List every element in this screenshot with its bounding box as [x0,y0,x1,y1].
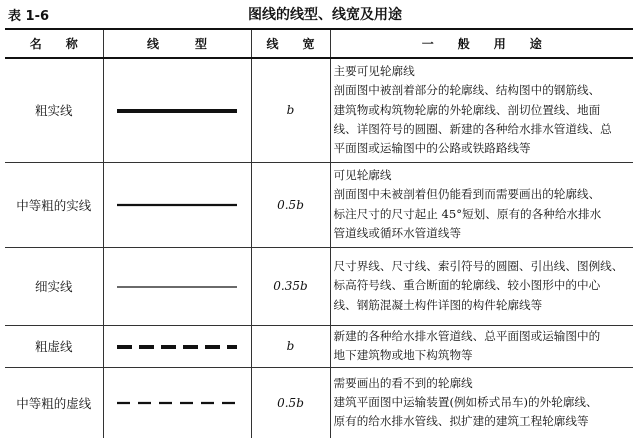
medium-dashed-line-sample [115,398,239,408]
row-usage [330,367,633,438]
column-header-type: 线 型 [103,29,251,58]
table-row [5,325,633,367]
table-row [5,58,633,162]
usage-line: 剖面图中未被剖着但仍能看到而需要画出的轮廓线、 [333,187,601,202]
usage-line: 建筑物或构筑物轮廓的外轮廓线、剖切位置线、地面 [333,102,601,117]
header-row [5,29,633,58]
column-header-width: 线 宽 [251,29,330,58]
thick-dashed-line-sample [115,342,239,352]
usage-line: 新建的各种给水排水管道线、总平面图或运输图中的 [333,328,601,343]
usage-line: 线、钢筋混凝土构件详图的构件轮廓线等 [333,297,543,312]
usage-line: 线、详图符号的圆圈、新建的各种给水排水管道线、总 [333,121,612,136]
table-header-bar [0,0,640,28]
usage-line: 地下建筑物或地下构筑物等 [333,348,473,362]
line-type-table [5,28,633,438]
row-width: 0.5b [251,367,330,438]
row-usage [330,247,633,325]
column-header-usage: 一 般 用 途 [330,29,633,58]
medium-solid-line-sample [115,200,239,210]
table-row [5,367,633,438]
row-line-sample [103,325,251,367]
row-line-sample [103,247,251,325]
row-line-sample [103,367,251,438]
row-name: 粗虚线 [5,325,103,367]
row-name: 中等粗的实线 [5,162,103,247]
column-header-name: 名 称 [5,29,103,58]
usage-line: 建筑平面图中运输装置(例如桥式吊车)的外轮廓线、 [333,395,598,410]
row-usage [330,162,633,247]
usage-line: 标注尺寸的尺寸起止 45°短划、原有的各种给水排水 [333,206,602,221]
row-usage [330,58,633,162]
usage-line: 标高符号线、重合断面的轮廓线、较小图形中的中心 [333,278,601,293]
usage-line: 可见轮廓线 [333,168,392,183]
table-number: 表 1-6 [8,9,50,24]
row-width: 0.5b [251,162,330,247]
table-row [5,247,633,325]
usage-line: 剖面图中被剖着部分的轮廓线、结构图中的钢筋线、 [333,83,601,98]
row-line-sample [103,162,251,247]
usage-line: 需要画出的看不到的轮廓线 [333,375,473,390]
thin-solid-line-sample [115,282,239,292]
row-usage [330,325,633,367]
usage-line: 主要可见轮廓线 [333,64,415,79]
row-name: 粗实线 [5,58,103,162]
row-width: 0.35b [251,247,330,325]
thick-solid-line-sample [115,106,239,116]
usage-line: 原有的给水排水管线、拟扩建的建筑工程轮廓线等 [333,414,589,429]
table-row [5,162,633,247]
usage-line: 管道线或循环水管道线等 [333,225,462,240]
row-width: b [251,325,330,367]
row-line-sample [103,58,251,162]
usage-line: 平面图或运输图中的公路或铁路路线等 [333,141,531,156]
table-title: 图线的线型、线宽及用途 [248,7,402,23]
usage-line: 尺寸界线、尺寸线、索引符号的圆圈、引出线、图例线、 [333,259,624,274]
row-name: 细实线 [5,247,103,325]
row-name: 中等粗的虚线 [5,367,103,438]
row-width: b [251,58,330,162]
